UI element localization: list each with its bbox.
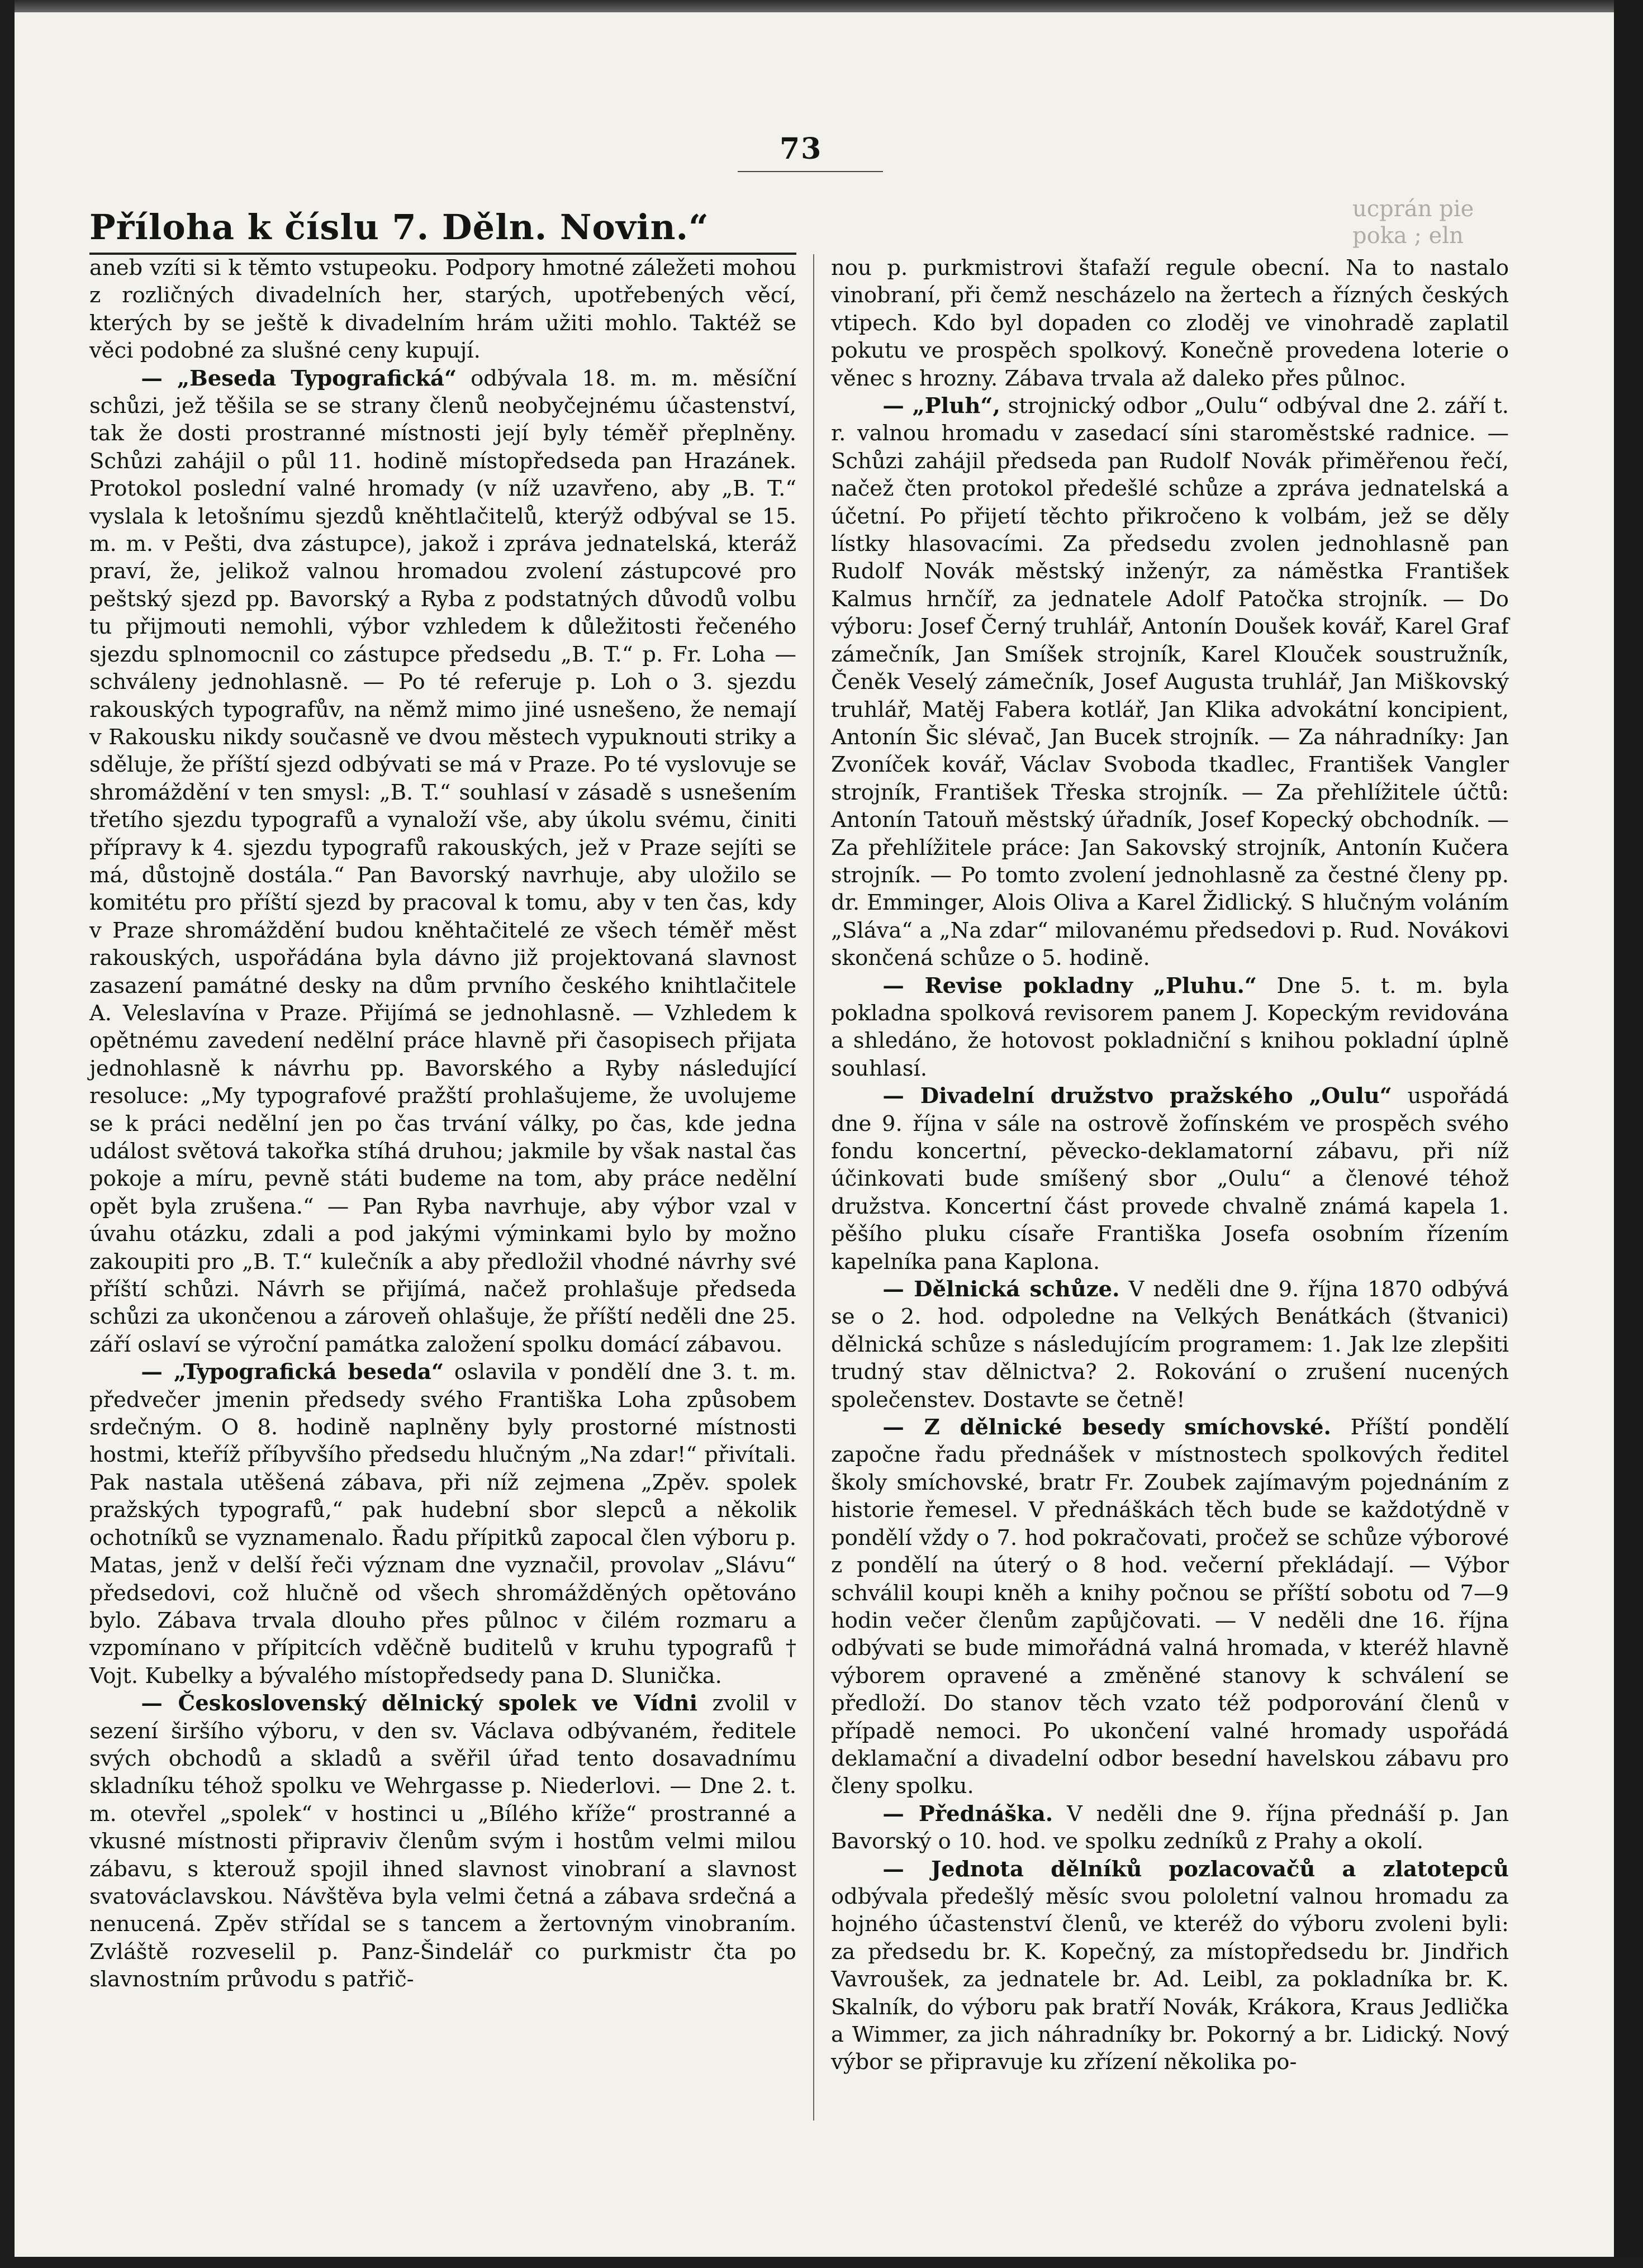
article-heading: — Dělnická schůze. bbox=[882, 1277, 1120, 1302]
article-text: Příští pondělí započne řadu přednášek v místnostech spolkových ředitel školy smíchovské, bratr Fr. Zoubek zajímavým pojednáním z historie řemesel. V přednáškách těch bude se každotýdně v pondělí vždy o 7. hod pokračovati, pročež se schůze výborové z pondělí na úterý o 8 hod. večerní překládají. — Výbor schválil koupi kněh a knihy počnou se příští sobotu od 7—9 hodin večer členům zapůjčovati. — V neděli dne 16. října odbývati se bude mimořádná valná hromada, v kteréž hlavně výborem opravené a změněné stanovy k schválení se předloží. Do stanov těch vzato též podporování členů v případě nemoci. Po ukončení valné hromady uspořádá deklamační a divadelní odbor besední havelskou zábavu pro členy spolku. bbox=[831, 1415, 1509, 1799]
article-text: V neděli dne 9. října 1870 odbývá se o 2. hod. odpoledne na Velkých Benátkách (štvanici) dělnická schůze s následujícím programem: 1. Jak lze zlepšiti trudný stav dělnictva? 2. Rokování o zrušení nucených společenstev. Dostavte se četně! bbox=[831, 1277, 1509, 1413]
article-text: uspořádá dne 9. října v sále na ostrově žofínském ve prospěch svého fondu koncertní, pěvecko-deklamatorní zábavu, při níž účinkovati bude smíšený sbor „Oulu“ a členové téhož družstva. Koncertní část provede chvalně známá kapela 1. pěšího pluku císaře Františka Josefa osobním řízením kapelníka pana Kaplona. bbox=[831, 1083, 1509, 1275]
article-heading: — Z dělnické besedy smíchovské. bbox=[882, 1415, 1331, 1440]
scan-border-top bbox=[0, 0, 1643, 12]
bleed-line: ucprán pie bbox=[1352, 196, 1474, 222]
page-number-rule bbox=[738, 171, 883, 172]
article-paragraph bbox=[89, 254, 796, 365]
article-text: zvolil v sezení širšího výboru, v den sv. Václava odbývaném, ředitele svých obchodů a skladů a svěřil úřad tento dosavadnímu skladníku téhož spolku ve Wehrgasse p. Niederlovi. — Dne 2. t. m. otevřel „spolek“ v hostinci u „Bílého kříže“ prostranné a vkusné místnosti připraviv členům svým i hostům velmi milou zábavu, s kterouž spojil ihned slavnost vinobraní a slavnost svatováclavskou. Návštěva byla velmi četná a zábava srdečná a nenucená. Zpěv střídal se s tancem a žertovným vinobraním. Zvláště rozveselil p. Panz-Šindelář co purkmistr čta po slavnostním průvodu s patřič- bbox=[89, 1691, 796, 1993]
article-paragraph bbox=[831, 1276, 1509, 1414]
column-rule bbox=[813, 254, 814, 2120]
scan-border-bottom bbox=[0, 2257, 1643, 2268]
article-paragraph bbox=[831, 1856, 1509, 2076]
bleed-line: poka ; eln bbox=[1352, 223, 1464, 249]
article-text: Dne 5. t. m. byla pokladna spolková revisorem panem J. Kopeckým revidována a shledáno, že hotovost pokladniční s knihou pokladní úplně souhlasí. bbox=[831, 973, 1509, 1081]
page-number: 73 bbox=[780, 132, 823, 166]
article-text: V neděli dne 9. října přednáší p. Jan Bavorský o 10. hod. ve spolku zedníků z Prahy a okolí. bbox=[831, 1801, 1509, 1855]
article-heading: — „Pluh“, bbox=[882, 393, 1000, 419]
article-paragraph bbox=[831, 1414, 1509, 1800]
scan-border-right bbox=[1614, 0, 1643, 2268]
right-column bbox=[831, 254, 1509, 2076]
bleed-through-text bbox=[1352, 196, 1474, 249]
article-text: strojnický odbor „Oulu“ odbýval dne 2. září t. r. valnou hromadu v zasedací síni staroměstské radnice. — Schůzi zahájil předseda pan Rudolf Novák přiměřenou řečí, načež čten protokol předešlé schůze a zpráva jednatelská a účetní. Po přijetí těchto přikročeno k volbám, jež se děly lístky hlasovacími. Za předsedu zvolen jednohlasně pan Rudolf Novák městský inženýr, za náměstka František Kalmus hrnčíř, za jednatele Adolf Patočka strojník. — Do výboru: Josef Černý truhlář, Antonín Doušek kovář, Karel Graf zámečník, Jan Smíšek strojník, Karel Klouček soustružník, Čeněk Veselý zámečník, Josef Augusta truhlář, Jan Miškovský truhlář, Matěj Fabera kotlář, Jan Klika advokátní koncipient, Antonín Šic slévač, Jan Bucek strojník. — Za náhradníky: Jan Zvoníček kovář, Václav Svoboda tkadlec, František Vangler strojník, František Třeska strojník. — Za přehlížitele účtů: Antonín Tatouň městský úřadník, Josef Kopecký obchodník. — Za přehlížitele práce: Jan Sakovský strojník, Antonín Kučera strojník. — Po tomto zvolení jednohlasně za čestné členy pp. dr. Emminger, Alois Oliva a Karel Židlický. S hlučným voláním „Sláva“ a „Na zdar“ milovanému předsedovi p. Rud. Novákovi skončená schůze o 5. hodině. bbox=[831, 393, 1509, 971]
article-paragraph bbox=[831, 972, 1509, 1083]
left-column bbox=[89, 254, 796, 1994]
article-paragraph bbox=[89, 1358, 796, 1690]
article-text: aneb vzíti si k těmto vstupeoku. Podpory hmotné záležeti mohou z rozličných divadelních her, starých, upotřebených věcí, kterých by se ještě k divadelním hrám užiti mohlo. Taktéž se věci podobné za slušné ceny kupují. bbox=[89, 255, 796, 364]
masthead: Příloha k číslu 7. Děln. Novin.“ bbox=[89, 207, 709, 248]
article-heading: — „Beseda Typografická“ bbox=[141, 365, 457, 391]
article-heading: — Revise pokladny „Pluhu.“ bbox=[882, 973, 1257, 999]
article-heading: — „Typografická beseda“ bbox=[141, 1359, 444, 1385]
article-paragraph bbox=[831, 254, 1509, 392]
article-heading: — Divadelní družstvo pražského „Oulu“ bbox=[882, 1083, 1392, 1109]
article-paragraph bbox=[89, 365, 796, 1359]
article-text: odbývala 18. m. m. měsíční schůzi, jež těšila se se strany členů neobyčejnému účastenství, tak že dosti prostranné místnosti její byly téměř přeplněny. Schůzi zahájil o půl 11. hodině místopředseda pan Hrazánek. Protokol poslední valné hromady (v níž uzavřeno, aby „B. T.“ vyslala k letošnímu sjezdů kněhtlačitelů, kterýž odbýval se 15. m. m. v Pešti, dva zástupce), jakož i zpráva jednatelská, kteráž praví, že, jelikož valnou hromadou zvolení zástupcové pro peštský sjezd pp. Bavorský a Ryba z podstatných důvodů volbu tu přijmouti nemohli, výbor vzhledem k důležitosti řečeného sjezdu splnomocnil co zástupce předsedu „B. T.“ p. Fr. Loha — schváleny jednohlasně. — Po té referuje p. Loh o 3. sjezdu rakouských typografův, na němž mimo jiné usnešeno, že nemají v Rakousku nikdy současně ve dvou městech vypuknouti striky a sděluje, že příští sjezd odbývati se má v Praze. Po té vyslovuje se shromáždění v ten smysl: „B. T.“ souhlasí v zásadě s usnešením třetího sjezdu typografů a vynaloží vše, aby úkolu svému, činiti přípravy k 4. sjezdu typografů rakouských, jež v Praze sejíti se má, důstojně dostála.“ Pan Bavorský navrhuje, aby uložilo se komitétu pro příští sjezd by pracoval k tomu, aby v ten čas, kdy v Praze shromáždění budou kněhtačitelé ze všech téměř měst rakouských, uspořádána byla dávno již projektovaná slavnost zasazení památné desky na dům prvního českého knihtlačitele A. Veleslavína v Praze. Přijímá se jednohlasně. — Vzhledem k opětnému zavedení nedělní práce hlavně při časopisech přijata jednohlasně k návrhu pp. Bavorského a Ryby následující resoluce: „My typografové pražští prohlašujeme, že uvolujeme se k práci nedělní jen po čas trvání války, po čas, kde jedna událost světová takořka stíhá druhou; jakmile by však nastal čas pokoje a míru, pevně státi budeme na tom, aby práce nedělní opět byla zrušena.“ — Pan Ryba navrhuje, aby výbor vzal v úvahu otázku, zdali a pod jakými výminkami bylo by možno zakoupiti pro „B. T.“ kulečník a aby předložil vhodné návrhy své příští schůzi. Návrh se přijímá, načež prohlašuje předseda schůzi za ukončenou a zároveň ohlašuje, že příští neděli dne 25. září oslaví se výroční památka založení spolku domácí zábavou. bbox=[89, 365, 796, 1357]
article-paragraph bbox=[89, 1690, 796, 1993]
scan-border-left bbox=[0, 0, 15, 2268]
article-paragraph bbox=[831, 392, 1509, 972]
article-paragraph bbox=[831, 1082, 1509, 1276]
article-text: nou p. purkmistrovi štafaží regule obecní. Na to nastalo vinobraní, při čemž nescházelo na žertech a řízných českých vtipech. Kdo byl dopaden co zloděj ve vinohradě zaplatil pokutu ve prospěch spolkový. Konečně provedena loterie o věnec s hrozny. Zábava trvala až daleko přes půlnoc. bbox=[831, 255, 1509, 391]
article-paragraph bbox=[831, 1800, 1509, 1856]
article-text: odbývala předešlý měsíc svou pololetní valnou hromadu za hojného účastenství členů, ve kteréž do výboru zvoleni byli: za předsedu br. K. Kopečný, za místopředsedu br. Jindřich Vavroušek, za jednatele br. Ad. Leibl, za pokladníka br. K. Skalník, do výboru pak bratří Novák, Krákora, Kraus Jedlička a Wimmer, za jich náhradníky br. Pokorný a br. Lidický. Nový výbor se připravuje ku zřízení několika po- bbox=[831, 1884, 1509, 2075]
article-heading: — Přednáška. bbox=[882, 1801, 1053, 1827]
article-heading: — Jednota dělníků pozlacovačů a zlatotepců bbox=[882, 1856, 1509, 1882]
article-heading: — Československý dělnický spolek ve Vídni bbox=[141, 1691, 698, 1717]
article-text: oslavila v pondělí dne 3. t. m. předvečer jmenin předsedy svého Františka Loha způsobem srdečným. O 8. hodině naplněny byly prostorné místnosti hostmi, kteříž příbyvšího předsedu hlučným „Na zdar!“ přivítali. Pak nastala utěšená zábava, při níž zejmena „Zpěv. spolek pražských typografů,“ pak hudební sbor slepců a několik ochotníků se vyznamenalo. Řadu přípitků zapocal člen výboru p. Matas, jenž v delší řeči význam dne vyznačil, provolav „Slávu“ předsedovi, což hlučně od všech shromážděných opětováno bylo. Zábava trvala dlouho přes půlnoc v čilém rozmaru a vzpomínano v přípitcích vděčně buditelů v kruhu typografů † Vojt. Kubelky a bývalého místopředsedy pana D. Slunička. bbox=[89, 1359, 796, 1689]
